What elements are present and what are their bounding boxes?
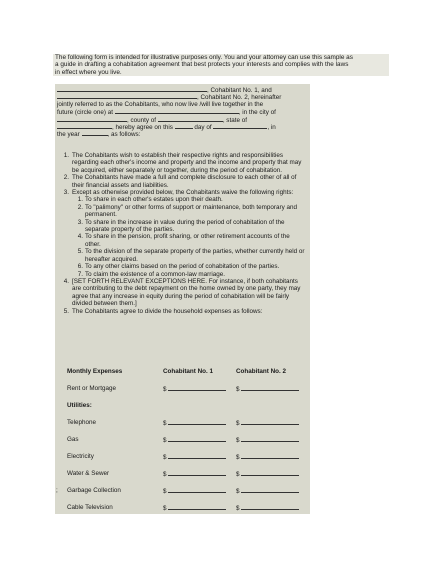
cohabitant-1-amount-field[interactable] (163, 453, 226, 461)
expense-row-rent (59, 381, 307, 398)
currency-symbol: $ (236, 488, 240, 495)
address-field[interactable] (115, 108, 239, 114)
agreement-form (55, 84, 310, 514)
sub-clause-item (59, 204, 307, 219)
sub-clause-number: 7. (77, 270, 83, 278)
sub-clause-number: 3. (77, 218, 83, 226)
clause-number: 4. (63, 277, 69, 285)
cohabitant-1-amount-field[interactable] (163, 419, 226, 427)
opening-paragraph (57, 86, 307, 138)
cohabitant-2-amount-field[interactable] (236, 436, 299, 444)
sub-clause-text: To any other claims based on the period of cohabitation of the parties. (85, 263, 280, 271)
opening-text: future (circle one) at (57, 109, 113, 117)
opening-text: day of (194, 123, 212, 131)
sub-clause-item (59, 233, 307, 248)
sub-clause-number: 5. (77, 248, 83, 256)
currency-symbol: $ (236, 386, 240, 393)
expense-label: Cable Television (67, 504, 113, 511)
clause-text: [SET FORTH RELEVANT EXCEPTIONS HERE. For instance, if both cohabitants are contributing to the debt repayment on the home owned by one party, they may agree that any increase in equity during the period of cohabitation will be fairly divided between them.] (72, 277, 301, 308)
clause-text: Except as otherwise provided below, the Cohabitants waive the following rights: (72, 189, 294, 197)
clause-item (59, 189, 307, 196)
sub-clause-number: 1. (77, 196, 83, 204)
header-cohabitant-2: Cohabitant No. 2 (236, 368, 287, 375)
expenses-header-row (59, 364, 307, 381)
cohabitant-2-amount-field[interactable] (236, 504, 299, 512)
sub-clause-item (59, 271, 307, 278)
clause-text: The Cohabitants agree to divide the household expenses as follows: (72, 307, 263, 315)
currency-symbol: $ (236, 505, 240, 512)
opening-text: , hereby agree on this (112, 123, 173, 131)
cohabitant-1-amount-field[interactable] (163, 504, 226, 512)
currency-symbol: $ (163, 454, 167, 461)
currency-symbol: $ (236, 471, 240, 478)
sub-clause-item (59, 248, 307, 263)
expense-category-heading: Utilities: (67, 402, 92, 409)
cohabitant-1-amount-field[interactable] (163, 436, 226, 444)
opening-text: , county of (127, 116, 157, 124)
month-field[interactable] (213, 123, 267, 129)
opening-text: , state of (222, 116, 247, 124)
state-field[interactable] (57, 123, 112, 129)
intro-line: a guide in drafting a cohabitation agreement that best protects your interests and complies with the laws (55, 61, 349, 69)
opening-text: , Cohabitant No. 2, hereinafter (197, 94, 282, 102)
currency-symbol: $ (236, 454, 240, 461)
stray-mark: ; (56, 487, 58, 494)
sub-clause-text: To "palimony" or other forms of support or maintenance, both temporary and permanent. (85, 203, 298, 219)
sub-clause-text: To share in the pension, profit sharing, or other retirement accounts of the other. (85, 233, 290, 248)
clause-item (59, 278, 307, 308)
clauses-list (59, 152, 307, 315)
city-field[interactable] (57, 116, 127, 122)
sub-clause-text: To claim the existence of a common-law marriage. (85, 270, 225, 278)
county-field[interactable] (158, 116, 223, 122)
expense-row-electricity (59, 449, 307, 466)
sub-clause-item (59, 196, 307, 203)
currency-symbol: $ (163, 471, 167, 478)
sub-clause-number: 4. (77, 233, 83, 241)
currency-symbol: $ (236, 437, 240, 444)
opening-text: , Cohabitant No. 1, and (207, 87, 272, 94)
sub-clause-item (59, 219, 307, 234)
currency-symbol: $ (236, 420, 240, 427)
clause-number: 2. (63, 174, 69, 182)
intro-line: in effect where you live. (55, 68, 122, 76)
sub-clause-text: To share in each other's estates upon their death. (85, 196, 223, 204)
currency-symbol: $ (163, 420, 167, 427)
expense-row-gas (59, 432, 307, 449)
opening-text: the year (57, 131, 80, 139)
year-field[interactable] (82, 130, 108, 136)
expenses-table (56, 364, 307, 517)
clause-number: 3. (63, 189, 69, 197)
intro-line: The following form is intended for illustrative purposes only. You and your attorney can use this sample as (55, 54, 353, 61)
clause-item (59, 152, 307, 174)
clause-text: The Cohabitants have made a full and complete disclosure to each other of all of their financial assets and liabilities. (72, 174, 297, 189)
opening-text: jointly referred to as the Cohabitants, who now live /will live together in the (57, 100, 264, 108)
opening-text: , in (267, 123, 276, 131)
sub-clause-item (59, 263, 307, 270)
clause-item (59, 308, 307, 315)
cohabitant-1-amount-field[interactable] (163, 487, 226, 495)
cohabitant-2-amount-field[interactable] (236, 419, 299, 427)
expense-row-cable (59, 500, 307, 517)
opening-text: , in the city of (238, 109, 276, 117)
cohabitant-1-amount-field[interactable] (163, 385, 226, 393)
expense-label: Garbage Collection (67, 487, 121, 494)
sub-clause-number: 2. (77, 203, 83, 211)
expense-row-telephone (59, 415, 307, 432)
cohabitant-2-amount-field[interactable] (236, 470, 299, 478)
expense-row-utilities-heading (59, 398, 307, 415)
header-cohabitant-1: Cohabitant No. 1 (163, 368, 214, 375)
currency-symbol: $ (163, 505, 167, 512)
cohabitant-1-amount-field[interactable] (163, 470, 226, 478)
clause-item (59, 174, 307, 189)
clause-text: The Cohabitants wish to establish their respective rights and responsibilities regarding each other's income and property and the income and property that may be acquired, either separately or together, during the period of cohabitation. (72, 152, 302, 174)
opening-text: , as follows: (107, 131, 141, 139)
currency-symbol: $ (163, 488, 167, 495)
expense-label: Gas (67, 436, 79, 443)
cohabitant-2-amount-field[interactable] (236, 385, 299, 393)
clause-number: 5. (63, 307, 69, 315)
expense-label: Rent or Mortgage (67, 385, 117, 392)
cohabitant-2-name-field[interactable] (57, 93, 197, 99)
expense-label: Electricity (67, 453, 94, 460)
sub-clause-number: 6. (77, 263, 83, 271)
currency-symbol: $ (163, 386, 167, 393)
sub-clause-text: To the division of the separate property of the parties, whether currently held or hereafter acquired. (85, 248, 305, 263)
expense-row-water-sewer (59, 466, 307, 483)
cohabitant-2-amount-field[interactable] (236, 487, 299, 495)
sub-clause-text: To share in the increase in value during the period of cohabitation of the separate property of the parties. (85, 218, 285, 234)
expense-row-garbage (56, 483, 307, 500)
expense-label: Telephone (67, 419, 97, 426)
expense-label: Water & Sewer (67, 470, 110, 477)
cohabitant-1-name-field[interactable] (57, 86, 207, 92)
currency-symbol: $ (163, 437, 167, 444)
clause-number: 1. (63, 152, 69, 159)
intro-paragraph (53, 54, 389, 76)
header-monthly-expenses: Monthly Expenses (67, 368, 123, 375)
cohabitant-2-amount-field[interactable] (236, 453, 299, 461)
day-field[interactable] (175, 123, 193, 129)
